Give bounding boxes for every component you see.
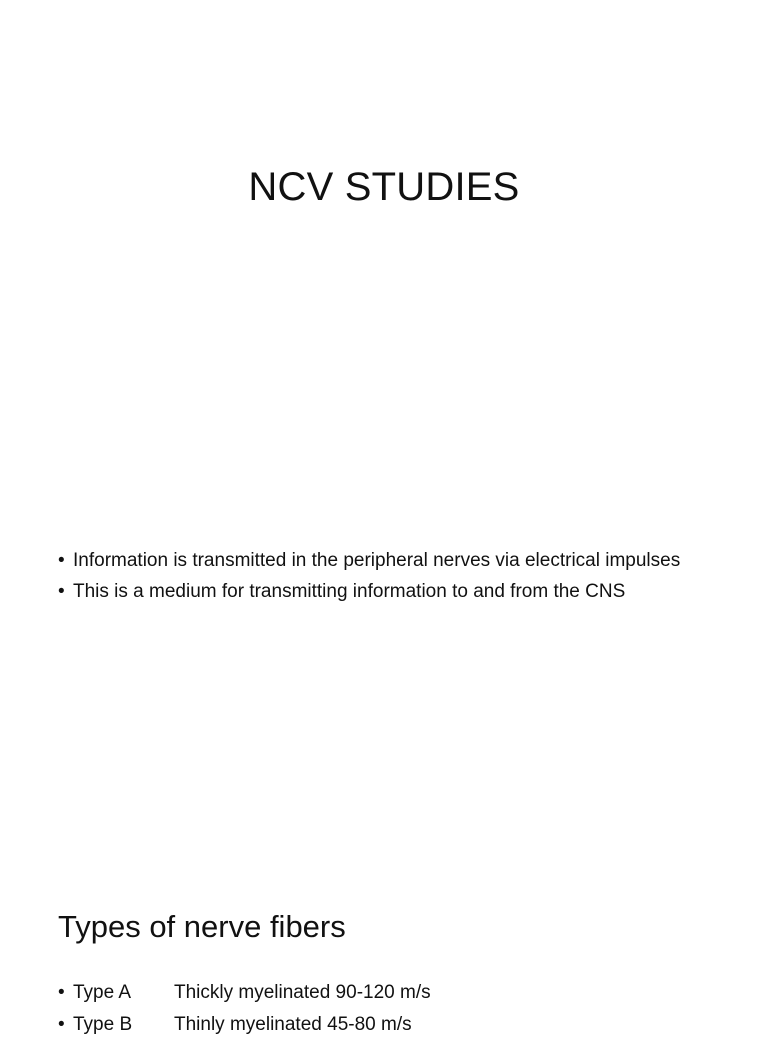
fiber-type-description: Thinly myelinated 45-80 m/s [174,1014,412,1035]
info-bullet-text: This is a medium for transmitting information to and from the CNS [73,581,626,602]
bullet-icon: • [58,1014,65,1035]
slide-title-text: NCV STUDIES [248,165,520,209]
fiber-type-item [58,1012,431,1044]
fiber-type-list [58,980,431,1044]
bullet-icon: • [58,982,65,1003]
bullet-icon: • [58,550,65,571]
slide-nerve-fibers [0,864,768,1035]
bullet-icon: • [58,581,65,602]
fiber-type-item [58,980,431,1012]
info-bullet-item [58,579,698,604]
info-bullet-item [58,548,698,573]
fiber-type-label: Type B [73,1014,133,1035]
slide-title [0,0,768,432]
fiber-type-label: Type A [73,982,132,1003]
info-bullet-text: Information is transmitted in the peripheral nerves via electrical impulses [73,550,681,571]
section-heading: Types of nerve fibers [58,909,346,944]
slide-info [0,432,768,864]
info-bullet-list [58,548,698,610]
fiber-type-description: Thickly myelinated 90-120 m/s [174,982,431,1003]
